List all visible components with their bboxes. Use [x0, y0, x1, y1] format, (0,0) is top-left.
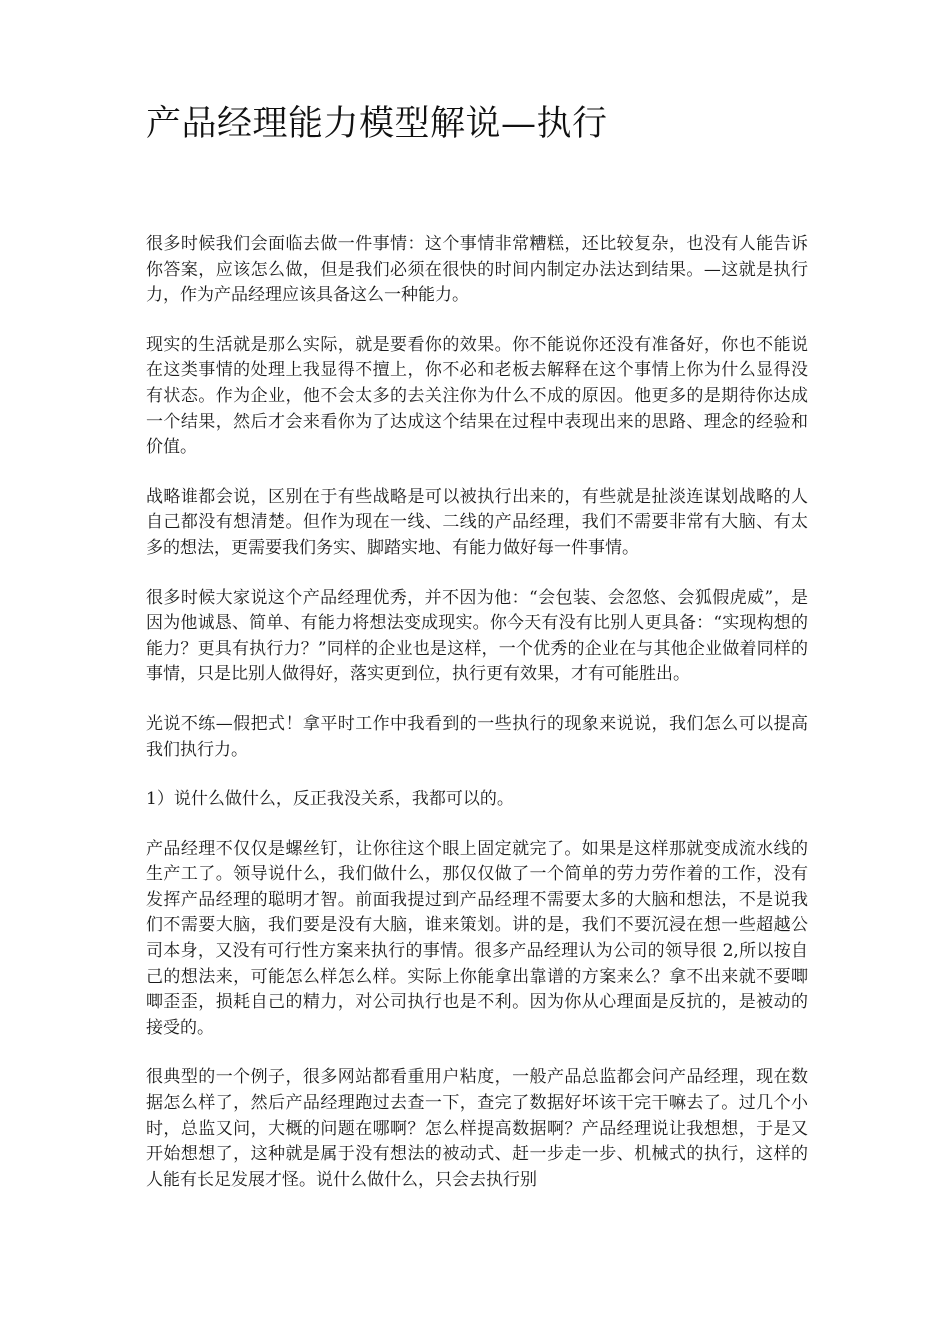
document-title: 产品经理能力模型解说—执行	[146, 104, 608, 144]
paragraph-4: 很多时候大家说这个产品经理优秀，并不因为他：“会包装、会忽悠、会狐假虎威”，是因为他诚恳、简单、有能力将想法变成现实。你今天有没有比别人更具备：“实现构想的能力？更具有执行力？”同样的企业也是这样，一个优秀的企业在与其他企业做着同样的事情，只是比别人做得好，落实更到位，执行更有效果，才有可能胜出。	[146, 587, 808, 685]
paragraph-7: 很典型的一个例子，很多网站都看重用户粘度，一般产品总监都会问产品经理，现在数据怎么样了，然后产品经理跑过去查一下，查完了数据好坏该干完干嘛去了。过几个小时，总监又问，大概的问题在哪啊？怎么样提高数据啊？产品经理说让我想想，于是又开始想想了，这种就是属于没有想法的被动式、赶一步走一步、机械式的执行，这样的人能有长足发展才怪。说什么做什么，只会去执行别	[146, 1067, 808, 1190]
paragraph-2: 现实的生活就是那么实际，就是要看你的效果。你不能说你还没有准备好，你也不能说在这类事情的处理上我显得不擅上，你不必和老板去解释在这个事情上你为什么显得没有状态。作为企业，他不会太多的去关注你为什么不成的原因。他更多的是期待你达成一个结果，然后才会来看你为了达成这个结果在过程中表现出来的思路、理念的经验和价值。	[146, 334, 808, 458]
paragraph-1: 很多时候我们会面临去做一件事情：这个事情非常糟糕，还比较复杂，也没有人能告诉你答案，应该怎么做，但是我们必须在很快的时间内制定办法达到结果。—这就是执行力，作为产品经理应该具备这么一种能力。	[146, 234, 808, 306]
paragraph-5: 光说不练—假把式！拿平时工作中我看到的一些执行的现象来说说，我们怎么可以提高我们执行力。	[146, 713, 808, 760]
paragraph-3: 战略谁都会说，区别在于有些战略是可以被执行出来的，有些就是扯淡连谋划战略的人自己都没有想清楚。但作为现在一线、二线的产品经理，我们不需要非常有大脑、有太多的想法，更需要我们务实、脚踏实地、有能力做好每一件事情。	[146, 486, 808, 558]
paragraph-6: 产品经理不仅仅是螺丝钉，让你往这个眼上固定就完了。如果是这样那就变成流水线的生产工了。领导说什么，我们做什么，那仅仅做了一个简单的劳力劳作着的工作，没有发挥产品经理的聪明才智。前面我提过到产品经理不需要太多的大脑和想法，不是说我们不需要大脑，我们要是没有大脑，谁来策划。讲的是，我们不要沉浸在想一些超越公司本身，又没有可行性方案来执行的事情。很多产品经理认为公司的领导很 2,所以按自己的想法来，可能怎么样怎么样。实际上你能拿出靠谱的方案来么？拿不出来就不要唧唧歪歪，损耗自己的精力，对公司执行也是不利。因为你从心理面是反抗的，是被动的接受的。	[146, 838, 808, 1038]
section-heading-1: 1）说什么做什么，反正我没关系，我都可以的。	[146, 789, 514, 810]
document-body	[146, 232, 808, 1217]
